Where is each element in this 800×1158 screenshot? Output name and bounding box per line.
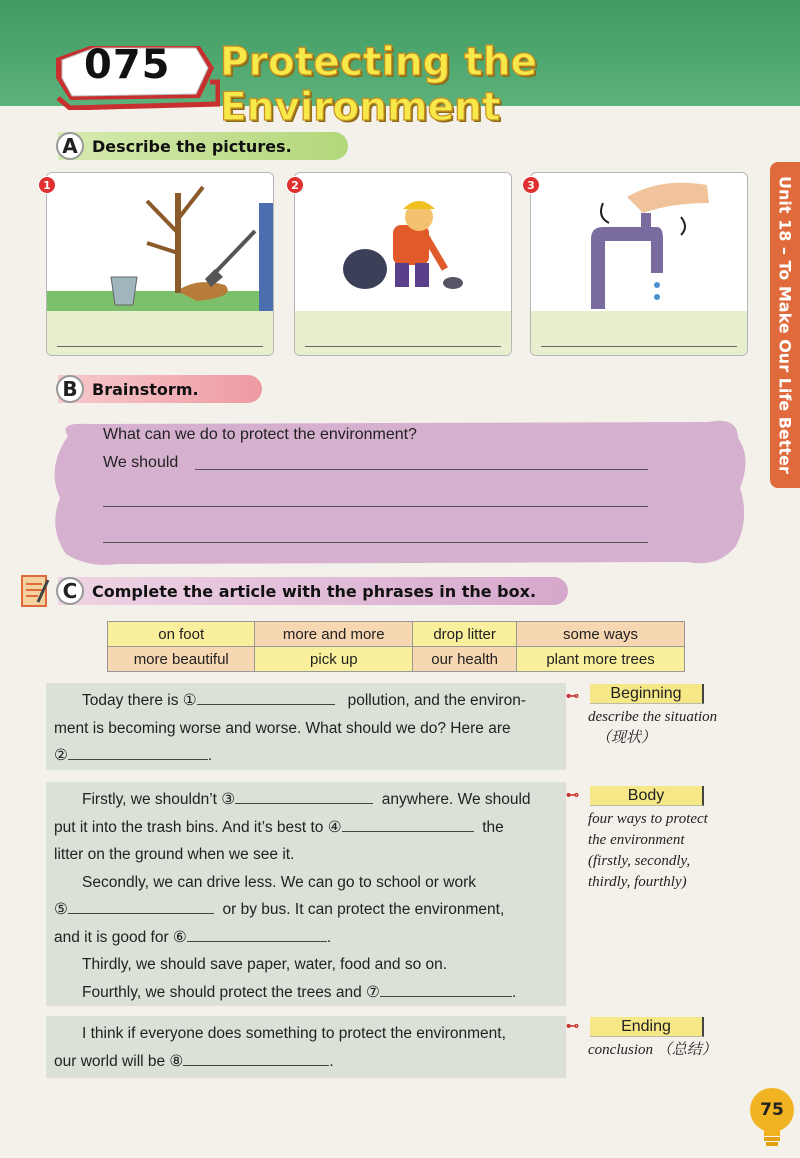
article-text: the [482, 818, 504, 836]
brainstorm-line-2[interactable] [103, 506, 648, 507]
section-c-title: Complete the article with the phrases in the box. [92, 581, 537, 601]
article-text: or by bus. It can protect the environment, [222, 901, 505, 918]
answer-line-2[interactable] [305, 346, 501, 347]
blank-2[interactable] [68, 746, 208, 760]
phrase-cell: more beautiful [108, 647, 255, 672]
ending-label: Ending [590, 1017, 704, 1037]
article-text: Firstly, we shouldn’t ③ [82, 791, 236, 808]
picture-3-panel [530, 172, 748, 356]
article-text: ment is becoming worse and worse. What should we do? Here are [54, 719, 511, 737]
section-b-title: Brainstorm. [92, 379, 199, 399]
picture-number-2: 2 [286, 176, 304, 194]
article-text: ② [54, 747, 68, 764]
section-b-header [58, 375, 262, 403]
article-text: litter on the ground when we see it. [54, 846, 295, 863]
answer-line-3[interactable] [541, 346, 737, 347]
phrase-box [107, 621, 685, 672]
article-text: Today there is ① [82, 692, 197, 709]
picture-number-3: 3 [522, 176, 540, 194]
article-text: and it is good for ⑥ [54, 928, 187, 946]
turning-off-tap-illustration [531, 173, 748, 313]
brainstorm-prompt: We should [103, 454, 179, 471]
article-text: anywhere. We should [381, 791, 531, 808]
section-c-letter: C [56, 577, 84, 605]
blank-1[interactable] [197, 691, 335, 705]
picking-up-litter-illustration [295, 173, 512, 313]
phrase-cell: some ways [517, 622, 685, 647]
section-c-header [58, 577, 568, 605]
blank-8[interactable] [183, 1052, 329, 1066]
phrase-cell: drop litter [413, 622, 517, 647]
beginning-paragraph: Today there is ① pollution, and the environ- ment is becoming worse and worse. What should we do? Here are ② . [46, 683, 566, 770]
connector-icon: ⊷ [566, 688, 579, 703]
section-a-letter: A [56, 132, 84, 160]
connector-icon: ⊷ [566, 1018, 579, 1033]
phrase-cell: on foot [108, 622, 255, 647]
note-line: four ways to protect [588, 811, 708, 827]
page-number: 75 [760, 1100, 784, 1120]
ending-paragraph: I think if everyone does something to protect the environment, our world will be ⑧ . [46, 1016, 566, 1078]
article-text: our world will be ⑧ [54, 1052, 184, 1070]
picture-1-panel [46, 172, 274, 356]
beginning-note [588, 707, 717, 749]
blank-4[interactable] [342, 818, 474, 832]
picture-number-1: 1 [38, 176, 56, 194]
blank-3[interactable] [235, 790, 373, 804]
note-line: the environment [588, 832, 685, 848]
blank-6[interactable] [187, 928, 327, 942]
article-text: Fourthly, we should protect the trees and ⑦ [82, 983, 380, 1001]
article-text: put it into the trash bins. And it’s best to ④ [54, 818, 342, 836]
section-b-letter: B [56, 375, 84, 403]
answer-strip-2 [295, 311, 511, 355]
article-text: Thirdly, we should save paper, water, food and so on. [82, 956, 448, 973]
note-line: （现状） [596, 730, 657, 746]
lesson-number: 075 [84, 42, 171, 88]
note-line: thirdly, fourthly) [588, 874, 687, 890]
blank-7[interactable] [380, 983, 512, 997]
body-note [588, 809, 708, 893]
page-title: Protecting the Environment [220, 40, 537, 130]
brainstorm-line-1[interactable] [195, 469, 648, 470]
phrase-cell: more and more [255, 622, 413, 647]
ending-note: conclusion （总结） [588, 1042, 717, 1058]
brainstorm-line-3[interactable] [103, 542, 648, 543]
writing-icon [20, 572, 50, 608]
brainstorm-question: What can we do to protect the environment? [103, 426, 417, 443]
answer-line-1[interactable] [57, 346, 263, 347]
article-text: I think if everyone does something to protect the environment, [82, 1025, 506, 1042]
note-line: describe the situation [588, 709, 718, 725]
section-a-header [58, 132, 348, 160]
article-text: pollution, and the environ- [347, 692, 526, 709]
phrase-cell: plant more trees [517, 647, 685, 672]
article-text: ⑤ [54, 901, 68, 918]
beginning-label: Beginning [590, 684, 704, 704]
body-label: Body [590, 786, 704, 806]
phrase-cell: our health [413, 647, 517, 672]
note-line: (firstly, secondly, [588, 853, 691, 869]
connector-icon: ⊷ [566, 787, 579, 802]
phrase-cell: pick up [255, 647, 413, 672]
section-a-title: Describe the pictures. [92, 136, 292, 156]
body-paragraphs: Firstly, we shouldn’t ③ anywhere. We should put it into the trash bins. And it’s best to ④ the litter on the ground when we see it. Secondly, we can drive less. We can go to school or work ⑤ or by bus. It can protect the environment, and it is good for ⑥ . Thirdly, we should save paper, water, food and so on. Fourthly, we should protect the trees and ⑦ . [46, 782, 566, 1006]
article-text: Secondly, we can drive less. We can go to school or work [82, 873, 477, 891]
planting-tree-illustration [47, 173, 274, 313]
blank-5[interactable] [68, 900, 214, 914]
answer-strip-3 [531, 311, 747, 355]
picture-2-panel [294, 172, 512, 356]
unit-side-tab-label: Unit 18 – To Make Our Life Better [775, 176, 795, 474]
answer-strip-1 [47, 311, 273, 355]
